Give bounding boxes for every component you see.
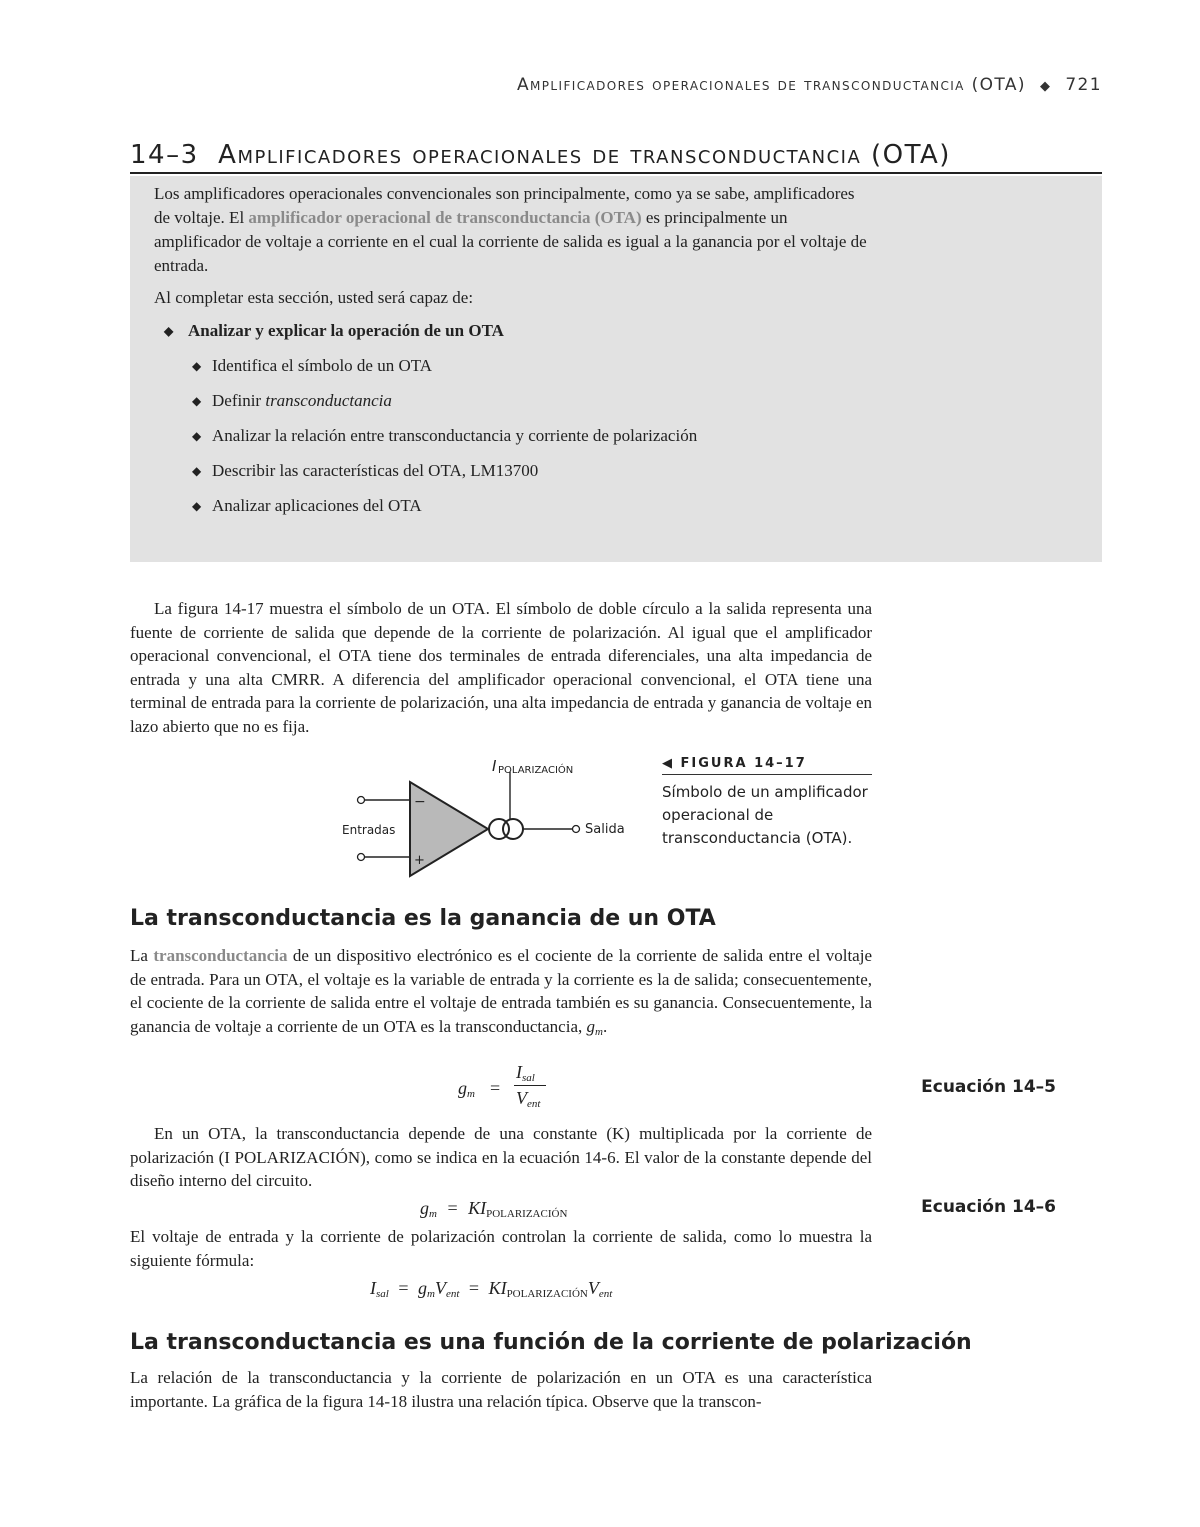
objective-label: Analizar la relación entre transconductancia y corriente de polarización <box>212 426 698 445</box>
current-source-circle-right <box>503 819 523 839</box>
running-head <box>517 75 1102 95</box>
paragraph-1: La figura 14-17 muestra el símbolo de un OTA. El símbolo de doble círculo a la salida representa una fuente de corriente de salida que depende de la corriente de polarización. Al igual que el amplificador operacional convencional, el OTA tiene dos terminales de entrada diferenciales, una alta impedancia de entrada y una alta CMRR. A diferencia del amplificador operacional convencional, el OTA tiene una terminal de entrada para la corriente de polarización, una alta impedancia de entrada y ganancia de voltaje en lazo abierto que no es fija. <box>130 599 872 736</box>
eq7-equals-2: = <box>468 1278 480 1298</box>
eq5-numerator-sub: sal <box>522 1072 535 1084</box>
figure-caption <box>662 756 872 850</box>
eq7-c-sub: ent <box>445 1288 460 1300</box>
eq7-e-sub: ent <box>598 1288 613 1300</box>
intro-text-1: Los amplificadores operacionales convencionales son principalmente, como ya se sabe, amplificadores de voltaje. El <box>154 184 855 227</box>
eq5-equals: = <box>490 1078 501 1098</box>
eq6-rhs: KI <box>468 1198 487 1218</box>
objective-item <box>188 424 874 448</box>
gm-symbol: g <box>586 1016 595 1036</box>
objective-item <box>188 354 874 378</box>
bullet-icon: ◆ <box>164 324 174 338</box>
para2-key-term: transconductancia <box>153 946 288 965</box>
objective-label: Describir las características del OTA, LM13700 <box>212 461 539 480</box>
eq7-equals-1: = <box>398 1278 409 1298</box>
bias-label-sub: POLARIZACIÓN <box>498 765 574 776</box>
objective-label: Identifica el símbolo de un OTA <box>212 356 433 375</box>
equation-14-6-label: Ecuación 14–6 <box>921 1197 1056 1217</box>
eq5-numerator: I <box>516 1062 522 1082</box>
separator-icon: ◆ <box>1039 79 1052 94</box>
paragraph-2-block <box>130 944 872 1044</box>
objective-item <box>188 459 874 483</box>
paragraph-5-block <box>130 1366 872 1413</box>
eq7-b-sub: m <box>427 1288 435 1300</box>
eq6-equals: = <box>447 1198 458 1218</box>
bullet-icon: ◆ <box>192 359 202 373</box>
eq7-a: I <box>370 1278 376 1298</box>
objectives-intro <box>154 182 874 278</box>
eq6-lhs: g <box>420 1198 429 1218</box>
eq7-a-sub: sal <box>376 1288 389 1300</box>
main-objective-label: Analizar y explicar la operación de un OTA <box>188 321 504 340</box>
paragraph-5: La relación de la transconductancia y la corriente de polarización en un OTA es una característica importante. La gráfica de la figura 14-18 ilustra una relación típica. Observe que la transcon- <box>130 1368 872 1411</box>
output-terminal <box>573 826 580 833</box>
bullet-icon: ◆ <box>192 464 202 478</box>
plus-sign: + <box>414 853 425 868</box>
eq7-d-sub: POLARIZACIÓN <box>506 1288 588 1300</box>
eq6-lhs-sub: m <box>429 1208 437 1220</box>
running-title: Amplificadores operacionales de transconductancia (OTA) <box>517 75 1026 95</box>
ota-symbol-figure <box>330 752 630 882</box>
paragraph-4-block <box>130 1225 872 1272</box>
objectives-box <box>130 176 1102 562</box>
para2-text-1: La <box>130 946 154 965</box>
section-name: Amplificadores operacionales de transconductancia (OTA) <box>218 140 951 170</box>
inverting-input-terminal <box>358 797 365 804</box>
paragraph-2 <box>130 944 872 1044</box>
bullet-icon: ◆ <box>192 499 202 513</box>
bias-label-i: I <box>492 757 497 775</box>
gm-subscript: m <box>595 1025 603 1038</box>
bullet-icon: ◆ <box>192 394 202 408</box>
equation-14-5 <box>458 1062 558 1114</box>
intro-text-2: es principalmente un amplificador de voltaje a corriente en el cual la corriente de salida es igual a la ganancia por el voltaje de entrada. <box>154 208 867 275</box>
eq7-e: V <box>587 1278 599 1298</box>
figure-label: ◀ FIGURA 14–17 <box>662 756 872 775</box>
page-number: 721 <box>1065 75 1102 95</box>
eq5-denominator: V <box>516 1088 527 1108</box>
para2-text-2: de un dispositivo electrónico es el cociente de la corriente de salida entre el voltaje de entrada. Para un OTA, el voltaje es la variable de entrada y la corriente es la de salida; consecuentemente, el cociente de la corriente de salida entre el voltaje de entrada también es su ganancia. Consecuentemente, la ganancia de voltaje a corriente de un OTA es la transconductancia, <box>130 946 872 1036</box>
eq5-denominator-sub: ent <box>527 1098 541 1110</box>
objective-label: Definir <box>212 391 266 410</box>
section-number: 14–3 <box>130 140 199 170</box>
paragraph-3-block <box>130 1122 872 1193</box>
paragraph-4: El voltaje de entrada y la corriente de polarización controlan la corriente de salida, como lo muestra la siguiente fórmula: <box>130 1227 872 1270</box>
bullet-icon: ◆ <box>192 429 202 443</box>
noninverting-input-terminal <box>358 854 365 861</box>
heading-transconductance-gain: La transconductancia es la ganancia de un OTA <box>130 906 716 931</box>
eq7-d: KI <box>488 1278 507 1298</box>
output-label: Salida <box>585 822 625 837</box>
objective-label: Analizar aplicaciones del OTA <box>212 496 422 515</box>
equation-14-6 <box>420 1198 567 1220</box>
para2-end: . <box>602 1016 608 1036</box>
eq7-b: g <box>418 1278 427 1298</box>
eq7-c: V <box>434 1278 446 1298</box>
objective-item <box>188 389 874 413</box>
figure-caption-text: Símbolo de un amplificador operacional de transconductancia (OTA). <box>662 783 868 847</box>
heading-bias-current-function: La transconductancia es una función de la corriente de polarización <box>130 1330 972 1355</box>
equation-14-5-label: Ecuación 14–5 <box>921 1077 1056 1097</box>
paragraph-3: En un OTA, la transconductancia depende de una constante (K) multiplicada por la corriente de polarización (I POLARIZACIÓN), como se indica en la ecuación 14-6. El valor de la constante depende del diseño interno del circuito. <box>130 1124 872 1191</box>
paragraph-intro <box>130 597 872 739</box>
eq5-lhs-sub: m <box>467 1088 475 1100</box>
eq5-fraction-bar <box>514 1085 546 1086</box>
objective-italic-term: transconductancia <box>265 391 392 410</box>
equation-output-current <box>370 1278 612 1300</box>
objective-item <box>188 494 874 518</box>
objectives-lead: Al completar esta sección, usted será capaz de: <box>154 288 474 307</box>
intro-key-term: amplificador operacional de transconductancia (OTA) <box>248 208 642 227</box>
minus-sign: − <box>414 794 426 810</box>
eq5-lhs: g <box>458 1078 467 1098</box>
main-objective <box>154 319 874 343</box>
section-title <box>130 140 1102 174</box>
eq6-rhs-sub: POLARIZACIÓN <box>486 1208 568 1220</box>
inputs-label: Entradas <box>342 823 396 837</box>
